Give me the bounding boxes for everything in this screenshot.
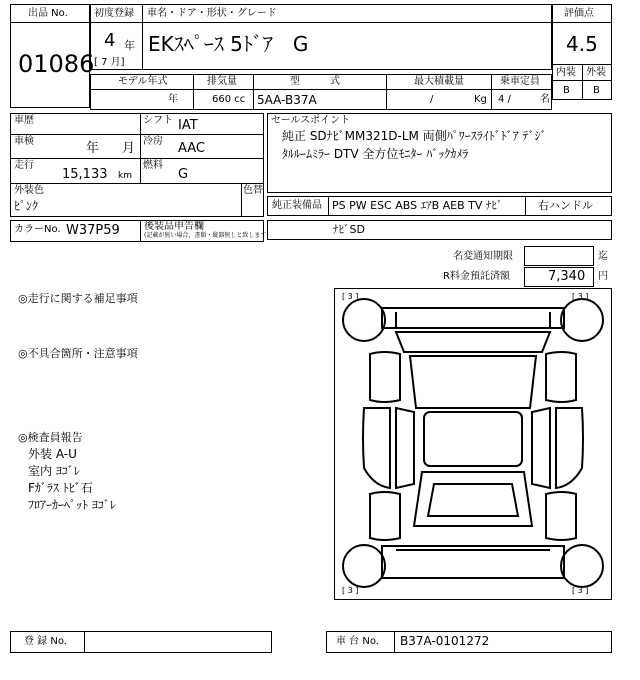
- capacity-label: 乗車定員: [500, 76, 540, 87]
- name-change-unit: 迄: [598, 251, 608, 262]
- exterior-color: ﾋﾟﾝｸ: [14, 199, 39, 213]
- displacement-label: 排気量: [207, 76, 237, 87]
- tire-front-right-icon: [561, 299, 603, 341]
- car-diagram: [334, 288, 612, 600]
- max-load-unit: Kg: [474, 94, 487, 105]
- inspection-year-unit: 年: [86, 141, 100, 156]
- shift-value: IAT: [178, 118, 198, 133]
- score-value: 4.5: [566, 32, 598, 56]
- model-year-label: モデル年式: [118, 76, 168, 87]
- inspector-line: 室内 ﾖｺﾞﾚ: [28, 464, 80, 478]
- name-change-label: 名変通知期限: [453, 251, 513, 262]
- ac-value: AAC: [178, 141, 205, 156]
- aftermarket-items: ﾅﾋﾞSD: [333, 223, 365, 236]
- displacement: 660 cc: [212, 94, 246, 105]
- inspector-line: 外装 A-U: [28, 447, 77, 461]
- score-label: 評価点: [564, 8, 594, 19]
- tire-front-right-label: [ 3 ]: [572, 292, 589, 301]
- details-box: [10, 113, 264, 217]
- max-load-label: 最大積載量: [414, 76, 464, 87]
- equipment-list: PS PW ESC ABS ｴｱB AEB TV ﾅﾋﾞ: [332, 199, 503, 212]
- recycle-label: R料金預託済額: [443, 271, 510, 282]
- recycle-unit: 円: [598, 271, 608, 282]
- mileage-unit: km: [118, 171, 132, 181]
- tire-rear-left-label: [ 3 ]: [342, 586, 359, 595]
- car-diagram-svg: [334, 288, 612, 600]
- tire-front-left-label: [ 3 ]: [342, 292, 359, 301]
- handle-side: 右ハンドル: [538, 199, 593, 212]
- driving-notes-label: ◎走行に関する補足事項: [18, 292, 138, 305]
- inspector-report-label: ◎検査員報告: [18, 431, 83, 444]
- defects-label: ◎不具合箇所・注意事項: [18, 347, 138, 360]
- interior-grade-label: 内装: [556, 67, 576, 78]
- fuel-value: G: [178, 167, 189, 182]
- registration-year: 4: [104, 30, 116, 51]
- mileage-label: 走行: [14, 160, 34, 171]
- lot-number: 01086: [18, 50, 95, 78]
- car-name-label: 車名・ドア・形状・グレード: [147, 8, 277, 19]
- color-no: W37P59: [66, 223, 120, 238]
- capacity: 4 /: [498, 94, 511, 105]
- recycle-amount: 7,340: [548, 269, 586, 284]
- color-change-label: 色替: [243, 185, 263, 196]
- sales-point-line-2: ﾀﾙﾙｰﾑﾐﾗｰ DTV 全方位ﾓﾆﾀｰ ﾊﾞｯｸｶﾒﾗ: [282, 147, 469, 161]
- registration-year-unit: 年: [124, 39, 135, 52]
- mileage-value: 15,133: [62, 167, 108, 182]
- inspector-line: Fｶﾞﾗｽ ﾄﾋﾞ石: [28, 481, 93, 495]
- aftermarket-row: [267, 220, 612, 240]
- fuel-label: 燃料: [143, 160, 163, 171]
- first-registration-label: 初度登録: [94, 8, 134, 19]
- aftermarket-label: 後装品申告欄: [144, 221, 204, 232]
- equipment-label: 純正装備品: [272, 200, 322, 211]
- lot-label: 出品 No.: [28, 8, 68, 19]
- history-label: 車歴: [14, 115, 34, 126]
- sales-point-line-1: 純正 SDﾅﾋﾞMM321D-LM 両側ﾊﾟﾜｰｽﾗｲﾄﾞﾄﾞｱ ﾃﾞｼﾞ: [282, 129, 547, 143]
- tire-front-left-icon: [343, 299, 385, 341]
- model-type: 5AA-B37A: [257, 93, 317, 107]
- exterior-grade-label: 外装: [586, 67, 606, 78]
- interior-grade: B: [563, 85, 570, 96]
- chassis-number-label: 車 台 No.: [336, 636, 379, 647]
- aftermarket-note: (記載が無い場合，書類・縦器無しと致します): [144, 232, 269, 239]
- name-change-box: [524, 246, 594, 266]
- type-label: 型 式: [290, 76, 340, 87]
- inspection-label: 車検: [14, 136, 34, 147]
- tire-rear-right-icon: [561, 545, 603, 587]
- sales-point-label: セールスポイント: [271, 115, 351, 126]
- inspector-line: ﾌﾛｱｰｶｰﾍﾟｯﾄ ﾖｺﾞﾚ: [28, 498, 116, 512]
- inspection-month-unit: 月: [122, 141, 136, 156]
- ac-label: 冷房: [143, 136, 163, 147]
- tire-rear-right-label: [ 3 ]: [572, 586, 589, 595]
- color-no-label: カラーNo.: [14, 224, 61, 235]
- tire-rear-left-icon: [343, 545, 385, 587]
- registration-month: [ 7 月]: [94, 57, 125, 68]
- capacity-unit: 名: [540, 94, 550, 105]
- exterior-color-label: 外装色: [14, 185, 44, 196]
- exterior-grade: B: [593, 85, 600, 96]
- shift-label: シフト: [143, 115, 173, 126]
- registration-number-label: 登 録 No.: [24, 636, 67, 647]
- chassis-number: B37A-0101272: [400, 634, 490, 648]
- max-load-sep: /: [430, 94, 434, 105]
- car-name: EKｽﾍﾟｰｽ 5ﾄﾞｱ G: [148, 32, 309, 56]
- model-year-unit: 年: [168, 94, 178, 105]
